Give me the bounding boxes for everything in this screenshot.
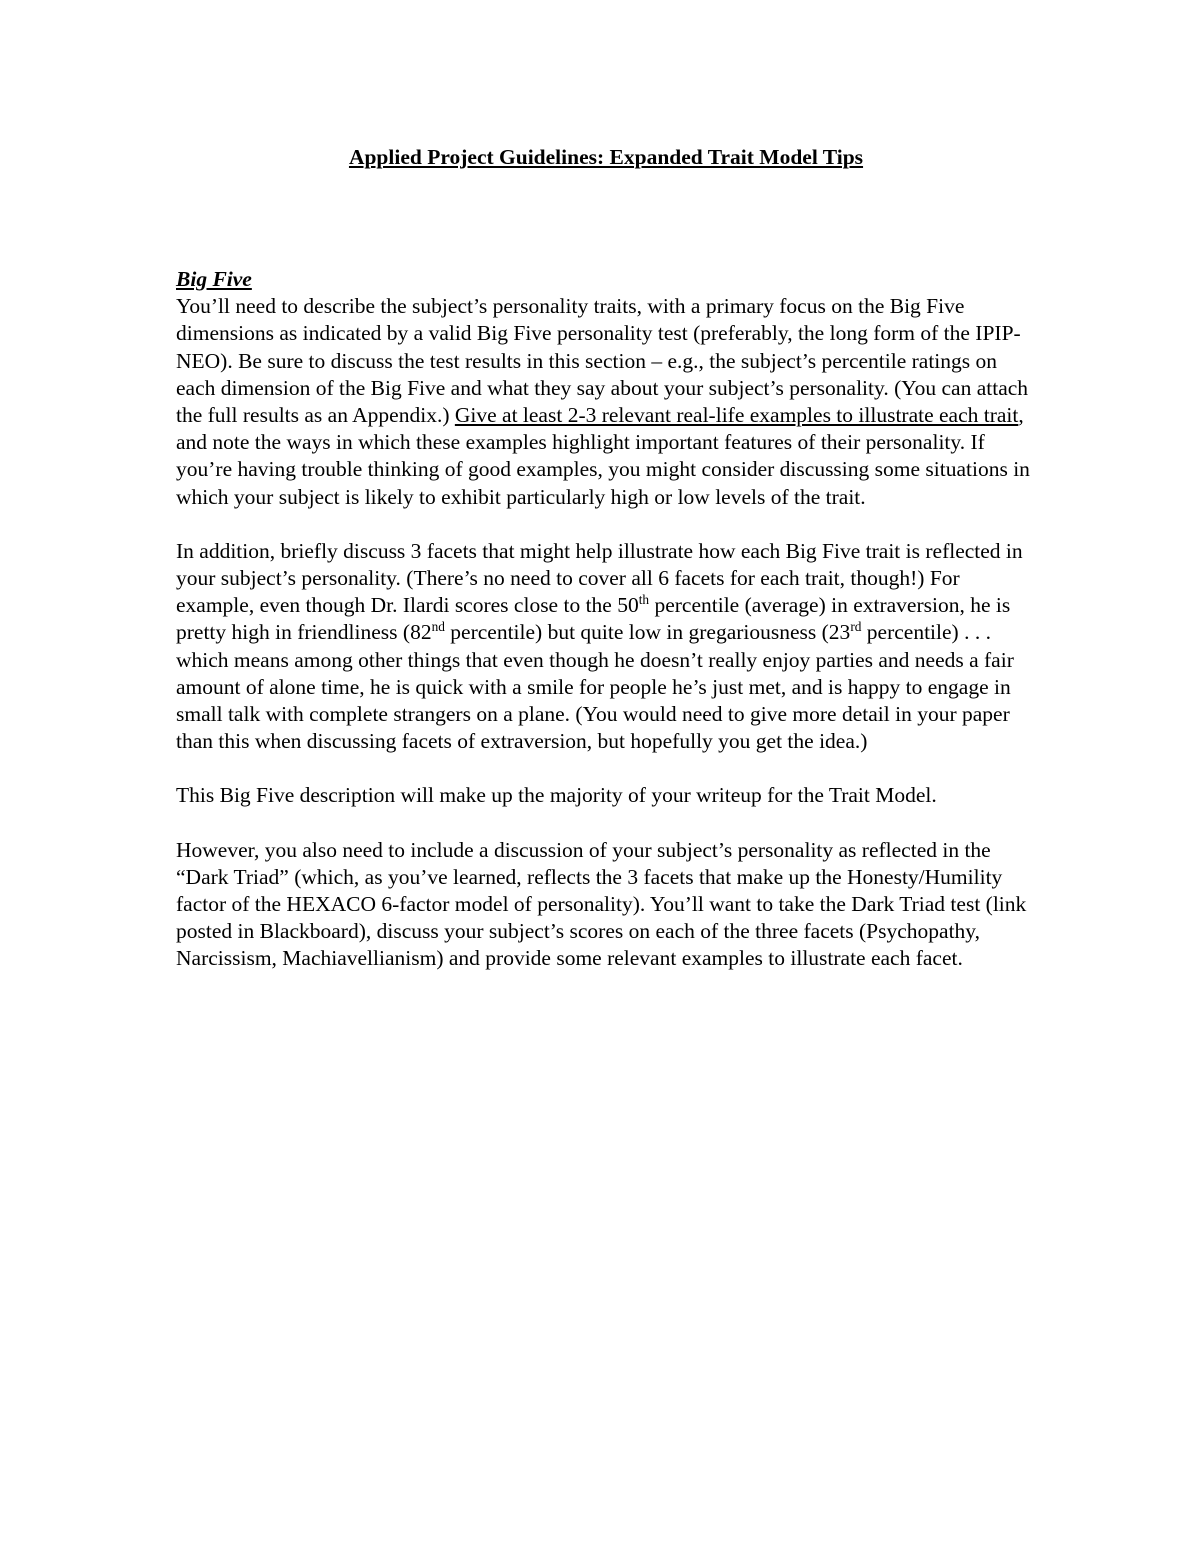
- document-body: [176, 140, 1036, 1000]
- superscript-rd: rd: [850, 619, 862, 635]
- facets-text-3: percentile) but quite low in gregariousness (23: [444, 620, 851, 645]
- section-heading-big-five: Big Five: [176, 267, 252, 291]
- superscript-th: th: [638, 592, 650, 608]
- big-five-text-b: , and note the ways in which these examples highlight important features of their personality. If you’re having trouble thinking of good examples, you might consider discussing some situations in which your subject is likely to exhibit particularly high or low levels of the trait.: [176, 403, 1030, 509]
- superscript-nd: nd: [431, 619, 445, 635]
- facets-text-1: In addition, briefly discuss 3 facets that might help illustrate how each Big Five trait is reflected in your subject’s personality. (There’s no need to cover all 6 facets for each trait, though!) For example, even though Dr. Ilardi scores close to the 50: [176, 538, 1023, 618]
- document-title: Applied Project Guidelines: Expanded Trait Model Tips: [348, 145, 864, 169]
- facets-text-4: percentile) . . . which means among other things that even though he doesn’t really enjoy parties and needs a fair amount of alone time, he is quick with a smile for people he’s just met, and is happy to engage in small talk with complete strangers on a plane. (You would need to give more detail in your paper than this when discussing facets of extraversion, but hopefully you get the idea.): [176, 620, 1014, 754]
- big-five-paragraph: [176, 266, 1036, 511]
- facets-text-2: percentile (average) in extraversion, he is pretty high in friendliness (82: [176, 593, 1011, 645]
- facets-paragraph: [176, 538, 1036, 756]
- big-five-text-a: You’ll need to describe the subject’s personality traits, with a primary focus on the Big Five dimensions as indicated by a valid Big Five personality test (preferably, the long form of the IPIP-NEO). Be sure to discuss the test results in this section – e.g., the subject’s percentile ratings on each dimension of the Big Five and what they say about your subject’s personality. (You can attach the full results as an Appendix.): [176, 294, 1029, 428]
- big-five-examples-instruction: Give at least 2-3 relevant real-life examples to illustrate each trait: [454, 403, 1019, 428]
- dark-triad-paragraph: However, you also need to include a discussion of your subject’s personality as reflected in the “Dark Triad” (which, as you’ve learned, reflects the 3 facets that make up the Honesty/Humility factor of the HEXACO 6-factor model of personality). You’ll want to take the Dark Triad test (link posted in Blackboard), discuss your subject’s scores on each of the three facets (Psychopathy, Narcissism, Machiavellianism) and provide some relevant examples to illustrate each facet.: [176, 837, 1027, 971]
- majority-paragraph: This Big Five description will make up the majority of your writeup for the Trait Model.: [176, 783, 937, 808]
